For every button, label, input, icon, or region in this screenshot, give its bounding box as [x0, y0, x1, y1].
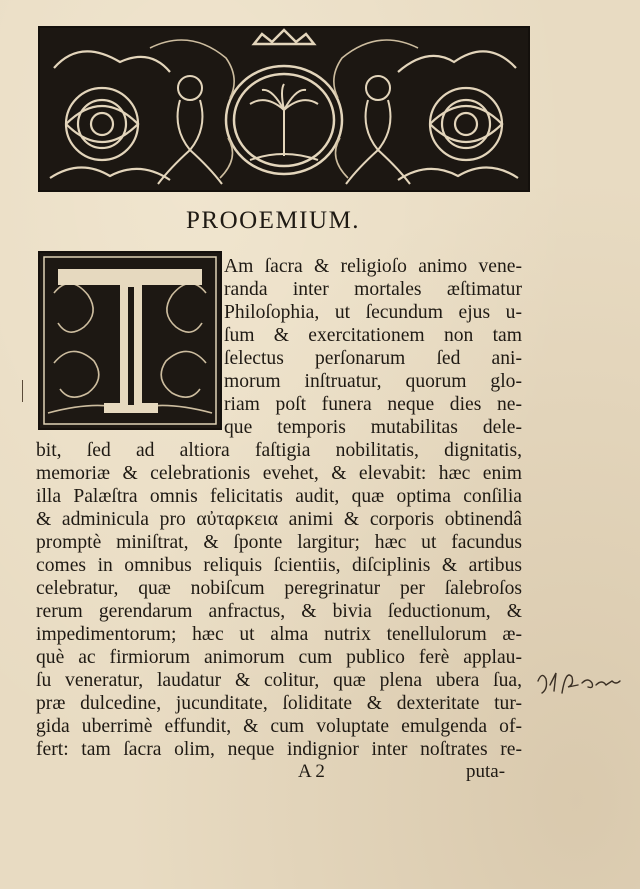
text-line: que temporis mutabilitas dele-	[224, 417, 522, 438]
woodcut-headpiece	[38, 26, 530, 192]
text-line: fert: tam ſacra olim, neque indignior inter noſtrates re-	[36, 739, 522, 760]
text-line: rerum gerendarum anfractus, & bivia ſeductionum, &	[36, 601, 522, 622]
text-line: comes in omnibus reliquis ſcientiis, diſciplinis & artibus	[36, 555, 522, 576]
handwritten-note-icon	[532, 663, 624, 699]
text-line: celebratur, quæ nobiſcum peregrinatur per ſalebroſos	[36, 578, 522, 599]
signature-mark: A 2	[298, 761, 325, 782]
text-line: promptè miniſtrat, & ſponte largitur; hæc ut facundus	[36, 532, 522, 553]
text-line: illa Palæſtra omnis felicitatis audit, quæ optima conſilia	[36, 486, 522, 507]
decorated-initial-T	[38, 251, 222, 430]
text-line: Philoſophia, ut ſecundum ejus u-	[224, 302, 522, 323]
text-line: præ dulcedine, jucunditate, ſoliditate & dexteritate tur-	[36, 693, 522, 714]
text-line: & adminicula pro αὐταρκεια animi & corporis obtinendâ	[36, 509, 522, 530]
text-line: gida uberrimè effundit, & cum voluptate emulgenda of-	[36, 716, 522, 737]
text-line: randa inter mortales æſtimatur	[224, 279, 522, 300]
text-line: ſu veneratur, laudatur & colitur, quæ plena ubera ſua,	[36, 670, 522, 691]
text-line: ſelectus perſonarum ſed ani-	[224, 348, 522, 369]
page-title: PROOEMIUM.	[186, 207, 361, 234]
text-line: bit, ſed ad altiora faſtigia nobilitatis, dignitatis,	[36, 440, 522, 461]
text-line: memoriæ & celebrationis evehet, & elevabit: hæc enim	[36, 463, 522, 484]
text-line: morum inſtruatur, quorum glo-	[224, 371, 522, 392]
text-line: impedimentorum; hæc ut alma nutrix tenellulorum æ-	[36, 624, 522, 645]
margin-mark	[21, 380, 24, 402]
headpiece-ornament-icon	[40, 28, 528, 190]
initial-letter-T-icon	[40, 253, 220, 428]
text-line: ſum & exercitationem non tam	[224, 325, 522, 346]
catchword: puta-	[466, 761, 506, 782]
text-line: riam poſt funera neque dies ne-	[224, 394, 522, 415]
text-line: què ac firmiorum animorum cum publico ferè applau-	[36, 647, 522, 668]
text-line: Am ſacra & religioſo animo vene-	[224, 256, 522, 277]
